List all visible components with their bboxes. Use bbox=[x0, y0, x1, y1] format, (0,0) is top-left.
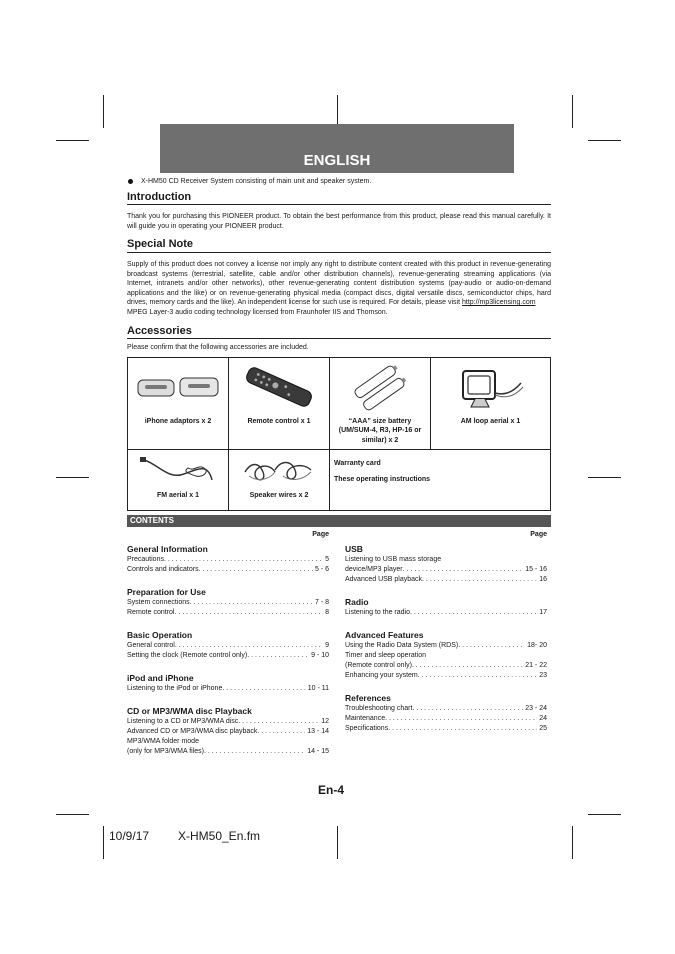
dot-leader bbox=[174, 608, 323, 618]
accessory-cell bbox=[229, 357, 330, 449]
contents-entry-title: System connections bbox=[127, 599, 190, 606]
contents-section-heading: General Information bbox=[127, 544, 208, 554]
dot-leader bbox=[385, 714, 537, 724]
contents-entry[interactable] bbox=[345, 651, 547, 661]
contents-entry-title: Listening to a CD or MP3/WMA disc bbox=[127, 718, 239, 725]
bullet-icon bbox=[128, 179, 133, 184]
accessory-cell bbox=[128, 449, 229, 510]
crop-mark bbox=[103, 95, 104, 128]
contents-entry[interactable] bbox=[127, 737, 329, 747]
contents-entry-page: 13 - 14 bbox=[307, 728, 329, 735]
dot-leader bbox=[412, 661, 523, 671]
crop-mark bbox=[56, 814, 89, 815]
contents-entry-page: 9 bbox=[325, 642, 329, 649]
contents-entry[interactable] bbox=[345, 641, 547, 651]
contents-left-column bbox=[127, 530, 329, 757]
contents-entry-title: Advanced CD or MP3/WMA disc playback bbox=[127, 728, 258, 735]
contents-entry[interactable] bbox=[345, 555, 547, 565]
contents-section-heading: Preparation for Use bbox=[127, 587, 206, 597]
dot-leader bbox=[257, 727, 305, 737]
contents-section-heading: iPod and iPhone bbox=[127, 673, 194, 683]
contents-entry[interactable] bbox=[345, 575, 547, 585]
contents-entry[interactable] bbox=[127, 684, 329, 694]
dot-leader bbox=[422, 575, 537, 585]
am-loop-aerial-image bbox=[433, 361, 548, 413]
contents-right-column bbox=[345, 530, 547, 734]
accessories-heading: Accessories bbox=[127, 327, 551, 340]
contents-entry-page: 23 - 24 bbox=[525, 705, 547, 712]
contents-entry-title: Troubleshooting chart bbox=[345, 705, 413, 712]
banner-title: ENGLISH bbox=[303, 152, 371, 169]
dot-leader bbox=[247, 651, 309, 661]
introduction-text: Thank you for purchasing this PIONEER product. To obtain the best performance from this product, please read this manual carefully. It will guide you in operating your PIONEER product. bbox=[127, 213, 551, 230]
contents-entry-title: Maintenance bbox=[345, 715, 386, 722]
introduction-heading: Introduction bbox=[127, 193, 551, 206]
contents-entry-page: 7 - 8 bbox=[314, 599, 329, 606]
contents-entry-page: 10 - 11 bbox=[307, 685, 329, 692]
contents-entry[interactable] bbox=[127, 747, 329, 757]
dot-leader bbox=[388, 724, 537, 734]
contents-entry-page: 5 bbox=[325, 556, 329, 563]
accessory-cell bbox=[431, 357, 551, 449]
instructions-label: These operating instructions bbox=[334, 476, 431, 484]
contents-entry[interactable] bbox=[345, 714, 547, 724]
warranty-card-label: Warranty card bbox=[334, 459, 381, 467]
dot-leader bbox=[222, 684, 305, 694]
contents-entry-page: 18- 20 bbox=[527, 642, 547, 649]
footer-filename: X-HM50_En.fm bbox=[178, 829, 261, 843]
accessory-cell bbox=[128, 357, 229, 449]
special-note-heading: Special Note bbox=[127, 240, 551, 253]
contents-entry-page: 25 bbox=[539, 725, 547, 732]
contents-entry-title: Precautions bbox=[127, 556, 164, 563]
contents-entry-title: Specifications bbox=[345, 725, 389, 732]
product-bullet bbox=[127, 177, 551, 187]
accessories-intro: Please confirm that the following accessories are included. bbox=[127, 344, 309, 352]
contents-section-heading: CD or MP3/WMA disc Playback bbox=[127, 706, 252, 716]
crop-mark bbox=[572, 826, 573, 859]
crop-mark bbox=[337, 826, 338, 859]
contents-entry-page: 9 - 10 bbox=[311, 652, 329, 659]
contents-section-heading: Advanced Features bbox=[345, 630, 424, 640]
contents-entry[interactable] bbox=[127, 641, 329, 651]
language-banner bbox=[160, 124, 514, 173]
contents-entry-page: 15 - 16 bbox=[525, 566, 547, 573]
contents-entry[interactable] bbox=[345, 565, 547, 575]
contents-entry-page: 17 bbox=[539, 609, 547, 616]
contents-entry-title: MP3/WMA folder mode bbox=[127, 738, 199, 745]
contents-section-heading: References bbox=[345, 693, 391, 703]
contents-entry-title: Listening to the radio bbox=[345, 609, 410, 616]
main-content bbox=[127, 177, 551, 511]
contents-entry-page: 14 - 15 bbox=[307, 748, 329, 755]
contents-entry-title: Advanced USB playback bbox=[345, 576, 423, 583]
footer-date: 10/9/17 bbox=[109, 829, 150, 843]
special-note-body: Supply of this product does not convey a license nor imply any right to distribute content created with this product in revenue-generating broadcast systems (terrestrial, satellite, cable and/or other distribution channels), revenue-generating streaming applications (via Internet, intranets and/or other networks), other revenue-generating content distribution systems (pay-audio or audio-on-demand applications and the like) or on revenue-generating physical media (compact discs, digital versatile discs, semiconductor chips, hard drives, memory cards and the like). An independent license for such use is required. For details, please visit bbox=[127, 260, 551, 307]
accessory-label: FM aerial x 1 bbox=[156, 491, 200, 499]
contents-entry[interactable] bbox=[127, 565, 329, 575]
contents-entry-page: 16 bbox=[539, 576, 547, 583]
accessory-label: Speaker wires x 2 bbox=[249, 491, 309, 499]
accessories-table bbox=[127, 357, 551, 511]
contents-entry-title: Controls and indicators bbox=[127, 566, 199, 573]
page-column-label: Page bbox=[530, 531, 547, 538]
contents-entry-title: Enhancing your system bbox=[345, 672, 418, 679]
contents-entry-title: Using the Radio Data System (RDS) bbox=[345, 642, 459, 649]
contents-entry[interactable] bbox=[345, 661, 547, 671]
contents-entry-title: General control bbox=[127, 642, 175, 649]
remote-control-image bbox=[231, 361, 327, 413]
contents-entry[interactable] bbox=[345, 608, 547, 618]
fm-aerial-image bbox=[130, 453, 226, 487]
product-bullet-text: X-HM50 CD Receiver System consisting of main unit and speaker system. bbox=[141, 178, 372, 185]
mpeg-note: MPEG Layer-3 audio coding technology licensed from Fraunhofer IIS and Thomson. bbox=[127, 308, 388, 316]
special-note-text bbox=[127, 260, 551, 308]
page-column-label: Page bbox=[312, 531, 329, 538]
licensing-link[interactable]: http://mp3licensing.com bbox=[462, 299, 536, 307]
contents-entry[interactable] bbox=[345, 724, 547, 734]
crop-mark bbox=[588, 477, 621, 478]
contents-entry-title: (only for MP3/WMA files) bbox=[127, 748, 205, 755]
contents-entry-title: Listening to USB mass storage bbox=[345, 556, 442, 563]
contents-header bbox=[127, 515, 551, 527]
contents-title: CONTENTS bbox=[130, 516, 174, 525]
dot-leader bbox=[458, 641, 525, 651]
page-number: En-4 bbox=[318, 783, 345, 797]
accessory-label: iPhone adaptors x 2 bbox=[144, 417, 212, 425]
contents-entry-page: 8 bbox=[325, 609, 329, 616]
crop-mark bbox=[572, 95, 573, 128]
crop-mark bbox=[56, 140, 89, 141]
dot-leader bbox=[199, 565, 313, 575]
accessory-label: “AAA” size battery (UM/SUM-4, R3, HP-16 or similar) x 2 bbox=[338, 417, 422, 444]
crop-mark bbox=[56, 477, 89, 478]
dot-leader bbox=[238, 717, 319, 727]
contents-entry[interactable] bbox=[345, 671, 547, 681]
contents-entry-title: Listening to the iPod or iPhone bbox=[127, 685, 223, 692]
contents-entry-title: Remote control bbox=[127, 609, 175, 616]
contents-section-heading: Radio bbox=[345, 597, 369, 607]
contents-entry-title: device/MP3 player bbox=[345, 566, 403, 573]
contents-entry[interactable] bbox=[127, 598, 329, 608]
contents-entry-page: 5 - 6 bbox=[314, 566, 329, 573]
contents-entry[interactable] bbox=[127, 651, 329, 661]
dot-leader bbox=[412, 704, 523, 714]
dot-leader bbox=[175, 641, 323, 651]
contents-entry-title: Timer and sleep operation bbox=[345, 652, 427, 659]
accessory-label: AM loop aerial x 1 bbox=[460, 417, 521, 425]
accessory-cell bbox=[229, 449, 330, 510]
crop-mark bbox=[588, 814, 621, 815]
contents-entry[interactable] bbox=[127, 608, 329, 618]
contents-entry[interactable] bbox=[127, 555, 329, 565]
contents-entry[interactable] bbox=[127, 717, 329, 727]
contents-entry-page: 24 bbox=[539, 715, 547, 722]
crop-mark bbox=[588, 140, 621, 141]
crop-mark bbox=[103, 826, 104, 859]
dot-leader bbox=[403, 565, 524, 575]
contents-entry-page: 23 bbox=[539, 672, 547, 679]
iphone-adaptors-image bbox=[130, 361, 226, 413]
battery-image bbox=[332, 361, 428, 413]
contents-section-heading: USB bbox=[345, 544, 363, 554]
contents-entry[interactable] bbox=[345, 704, 547, 714]
accessory-label: Remote control x 1 bbox=[247, 417, 311, 425]
dot-leader bbox=[190, 598, 313, 608]
other-accessories-cell bbox=[330, 449, 551, 510]
contents-entry-title: (Remote control only) bbox=[345, 662, 412, 669]
contents-entry[interactable] bbox=[127, 727, 329, 737]
dot-leader bbox=[418, 671, 537, 681]
dot-leader bbox=[204, 747, 305, 757]
contents-entry-page: 21 - 22 bbox=[525, 662, 547, 669]
contents-entry-page: 12 bbox=[321, 718, 329, 725]
accessory-cell bbox=[330, 357, 431, 449]
contents-entry-title: Setting the clock (Remote control only) bbox=[127, 652, 248, 659]
speaker-wires-image bbox=[231, 453, 327, 487]
dot-leader bbox=[410, 608, 537, 618]
dot-leader bbox=[164, 555, 323, 565]
contents-section-heading: Basic Operation bbox=[127, 630, 193, 640]
